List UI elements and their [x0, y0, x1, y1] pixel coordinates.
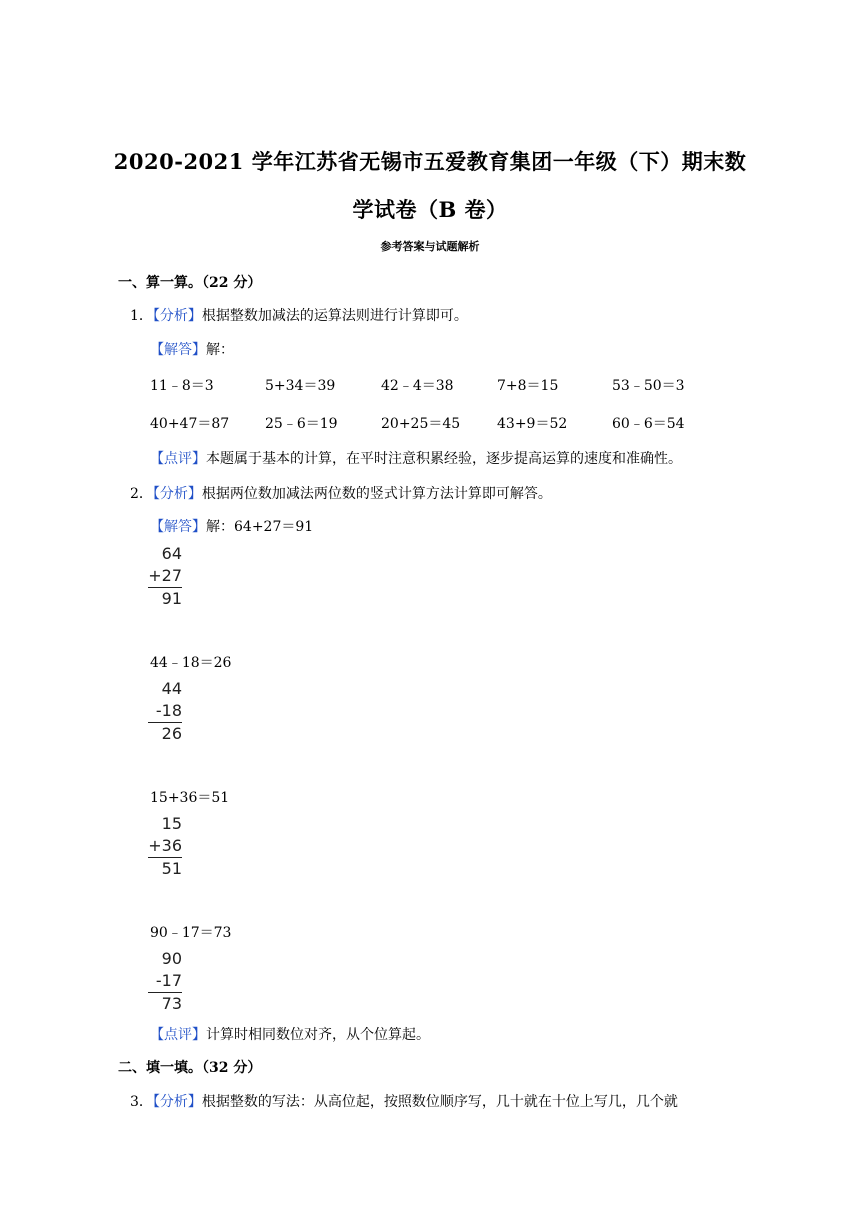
q3-number: 3． [130, 1094, 153, 1110]
equation: 43+9＝52 [497, 416, 568, 432]
vertical-calc-1 [148, 543, 188, 609]
q3-analysis-text: 根据整数的写法：从高位起，按照数位顺序写，几十就在十位上写几，几个就 [201, 1094, 678, 1110]
doc-title-line2: 学试卷（B 卷） [352, 197, 508, 222]
q2-equation-2: 44﹣18＝26 [150, 655, 232, 671]
q2-answer-prefix: 解： [206, 519, 234, 535]
q1-analysis [130, 305, 468, 325]
equation: 53﹣50＝3 [612, 378, 685, 394]
q1-comment-text: 本题属于基本的计算，在平时注意积累经验，逐步提高运算的速度和准确性。 [206, 451, 682, 467]
q1-comment [150, 448, 682, 468]
q2-equation-3: 15+36＝51 [150, 790, 230, 806]
q2-equation-1: 64+27＝91 [234, 519, 314, 535]
q2-answer-label [150, 516, 313, 536]
vertical-result: 51 [161, 859, 182, 878]
q2-equation-4: 90﹣17＝73 [150, 925, 232, 941]
q1-answer-text: 解： [206, 342, 234, 358]
q2-analysis-text: 根据两位数加减法两位数的竖式计算方法计算即可解答。 [201, 486, 552, 502]
q1-analysis-tag: 【分析】 [152, 308, 202, 324]
vertical-top-number: 64 [161, 544, 182, 563]
vertical-top-number: 15 [161, 814, 182, 833]
equation: 5+34＝39 [265, 378, 336, 394]
q3-analysis-tag: 【分析】 [152, 1094, 202, 1110]
vertical-second-number: +27 [148, 566, 182, 585]
vertical-calc-3 [148, 813, 188, 879]
q2-answer-tag: 【解答】 [150, 519, 206, 535]
vertical-second-number: -18 [155, 701, 182, 720]
q1-number: 1． [130, 308, 153, 324]
q3-analysis [130, 1091, 678, 1111]
doc-title-line1: 2020-2021 学年江苏省无锡市五爱教育集团一年级（下）期末数 [113, 149, 747, 174]
equation: 42﹣4＝38 [381, 378, 454, 394]
q2-number: 2． [130, 486, 153, 502]
equation: 25﹣6＝19 [265, 416, 338, 432]
section-2-heading: 二、填一填。（32 分） [118, 1060, 262, 1076]
q1-comment-tag: 【点评】 [150, 451, 206, 467]
vertical-second-number: -17 [155, 971, 182, 990]
vertical-calc-4 [148, 948, 188, 1014]
vertical-top-number: 90 [161, 949, 182, 968]
q2-comment-text: 计算时相同数位对齐，从个位算起。 [206, 1027, 430, 1043]
q1-answer-tag: 【解答】 [150, 342, 206, 358]
q2-comment-tag: 【点评】 [150, 1027, 206, 1043]
q2-comment [150, 1024, 430, 1044]
equation: 7+8＝15 [497, 378, 559, 394]
vertical-result: 73 [161, 994, 182, 1013]
equation: 20+25＝45 [381, 416, 461, 432]
equation: 40+47＝87 [150, 416, 230, 432]
vertical-second-number: +36 [148, 836, 182, 855]
vertical-result: 91 [161, 589, 182, 608]
q2-analysis [130, 483, 552, 503]
section-1-heading: 一、算一算。（22 分） [118, 275, 262, 291]
vertical-calc-2 [148, 678, 188, 744]
equation: 60﹣6＝54 [612, 416, 685, 432]
equation: 11﹣8＝3 [150, 378, 214, 394]
q2-analysis-tag: 【分析】 [152, 486, 202, 502]
q1-answer-label [150, 339, 234, 359]
vertical-result: 26 [161, 724, 182, 743]
vertical-top-number: 44 [161, 679, 182, 698]
q1-analysis-text: 根据整数加减法的运算法则进行计算即可。 [201, 308, 468, 324]
doc-subtitle: 参考答案与试题解析 [380, 240, 480, 253]
